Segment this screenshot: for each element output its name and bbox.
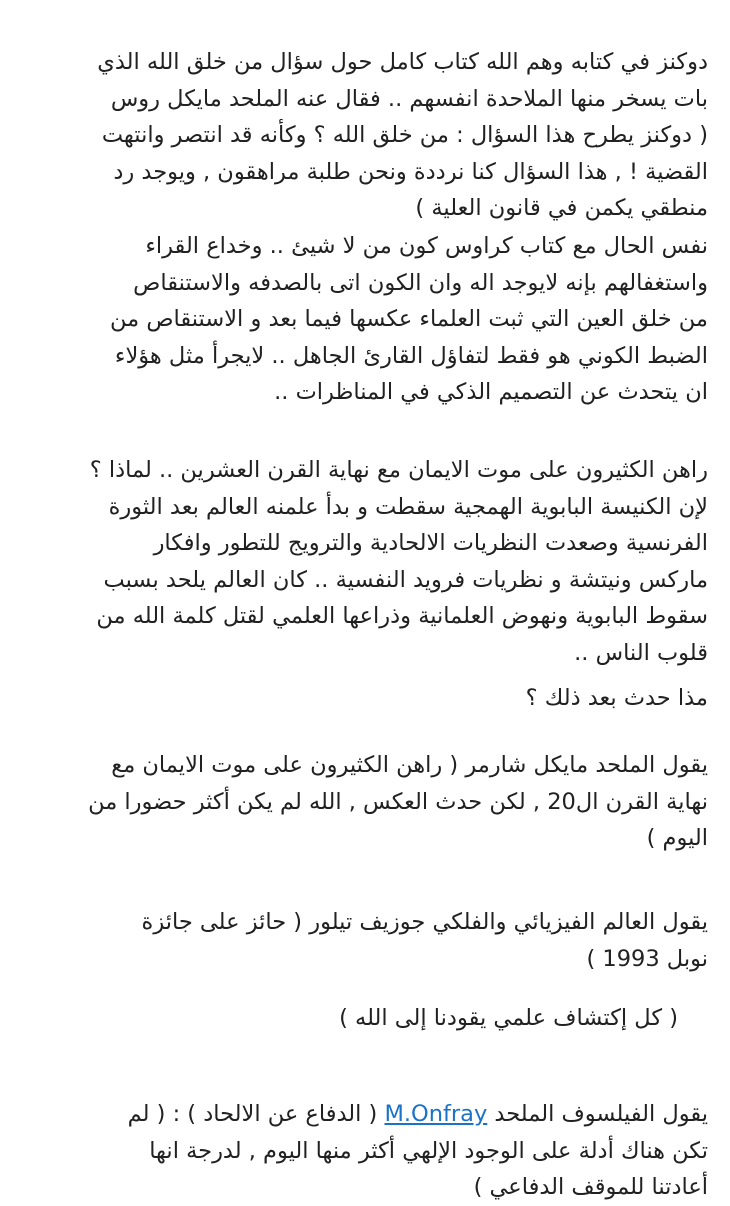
text-line xyxy=(48,1096,708,1133)
text-line: نوبل 1993 ) xyxy=(586,945,708,972)
text-line: قلوب الناس .. xyxy=(574,639,708,666)
paragraph-twentieth-century xyxy=(48,452,708,672)
paragraph-taylor-quote xyxy=(48,1000,678,1037)
text-line: الفرنسية وصعدت النظريات الالحادية والترويج للتطور وافكار xyxy=(153,530,708,557)
text-line: ( كل إكتشاف علمي يقودنا إلى الله ) xyxy=(339,1005,678,1031)
text-line: دوكنز في كتابه وهم الله كتاب كامل حول سؤال من خلق الله الذي xyxy=(97,49,708,75)
paragraph-taylor xyxy=(48,904,708,977)
paragraph-question xyxy=(48,680,708,717)
text-line: من خلق العين التي ثبت العلماء عكسها فيما بعد و الاستنقاص من xyxy=(110,306,708,333)
text-line: اليوم ) xyxy=(646,825,708,852)
text-line: لإن الكنيسة البابوية الهمجية سقطت و بدأ علمنه العالم بعد الثورة xyxy=(108,493,708,520)
paragraph-onfray xyxy=(48,1096,708,1206)
text-line: نهاية القرن ال20 , لكن حدث العكس , الله لم يكن أكثر حضورا من xyxy=(88,788,708,815)
text-line: مذا حدث بعد ذلك ؟ xyxy=(525,685,708,711)
text-line: القضية ! , هذا السؤال كنا نرددة ونحن طلبة مراهقون , ويوجد رد xyxy=(113,158,708,185)
text-line: واستغفالهم بإنه لايوجد اله وان الكون اتى بالصدفه والاستنقاص xyxy=(133,269,708,296)
text-line: تكن هناك أدلة على الوجود الإلهي أكثر منها اليوم , لدرجة انها xyxy=(149,1137,708,1164)
paragraph-shermer xyxy=(48,747,708,857)
text-fragment: ( الدفاع عن الالحاد ) : ( لم xyxy=(127,1101,385,1127)
text-line: سقوط البابوية ونهوض العلمانية وذراعها العلمي لقتل كلمة الله من xyxy=(96,603,708,630)
onfray-link[interactable]: M.Onfray xyxy=(384,1101,488,1127)
text-line: بات يسخر منها الملاحدة انفسهم .. فقال عنه الملحد مايكل روس xyxy=(110,85,708,112)
text-line: الضبط الكوني هو فقط لتفاؤل القارئ الجاهل .. لايجرأ مثل هؤلاء xyxy=(114,342,708,369)
paragraph-dawkins xyxy=(48,44,708,227)
text-line: يقول الملحد مايكل شارمر ( راهن الكثيرون على موت الايمان مع xyxy=(111,752,708,778)
text-line: راهن الكثيرون على موت الايمان مع نهاية القرن العشرين .. لماذا ؟ xyxy=(89,457,708,483)
text-line: نفس الحال مع كتاب كراوس كون من لا شيئ .. وخداع القراء xyxy=(145,233,708,259)
text-line: يقول العالم الفيزيائي والفلكي جوزيف تيلور ( حائز على جائزة xyxy=(141,909,708,935)
text-fragment: يقول الفيلسوف الملحد xyxy=(487,1101,708,1127)
text-line: منطقي يكمن في قانون العلية ) xyxy=(415,195,708,222)
text-line: ماركس ونيتشة و نظريات فرويد النفسية .. كان العالم يلحد بسبب xyxy=(103,566,708,593)
text-line: أعادتنا للموقف الدفاعي ) xyxy=(473,1174,708,1201)
text-line: ان يتحدث عن التصميم الذكي في المناظرات .. xyxy=(274,379,708,406)
paragraph-krauss xyxy=(48,228,708,411)
text-line: ( دوكنز يطرح هذا السؤال : من خلق الله ؟ وكأنه قد انتصر وانتهت xyxy=(101,122,708,149)
